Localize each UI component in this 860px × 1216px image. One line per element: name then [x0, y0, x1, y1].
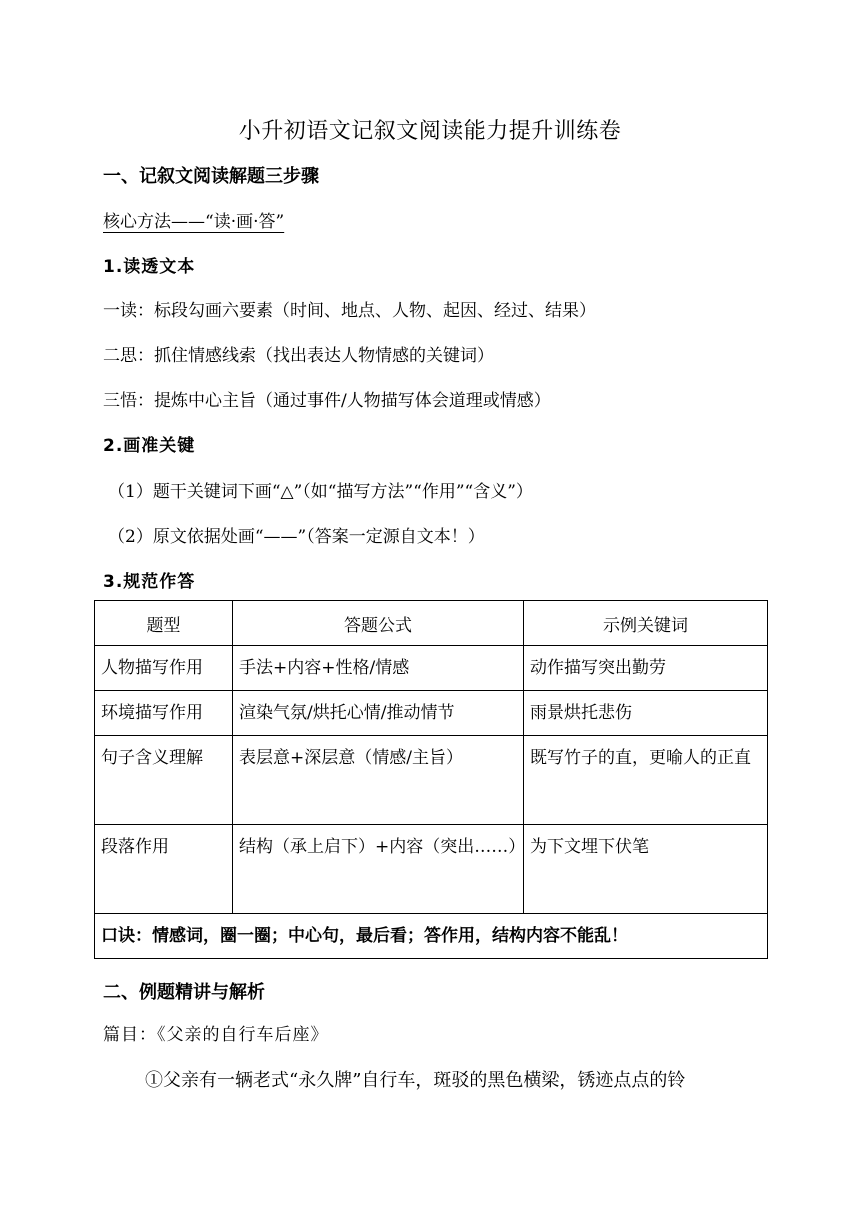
table-cell: 动作描写突出勤劳 — [524, 646, 768, 691]
answer-method-table — [94, 600, 768, 959]
section2-heading: 二、例题精讲与解析 — [103, 982, 265, 1003]
step2-line-2: （2）原文依据处画“——”（答案一定源自文本！） — [108, 527, 485, 547]
step1-heading: 1.读透文本 — [103, 257, 196, 277]
table-cell: 手法+内容+性格/情感 — [233, 646, 524, 691]
table-row — [95, 646, 768, 691]
table-header-cell: 答题公式 — [233, 601, 524, 646]
table-cell: 人物描写作用 — [95, 646, 233, 691]
step1-line-1: 一读：标段勾画六要素（时间、地点、人物、起因、经过、结果） — [103, 301, 596, 321]
table-cell: 段落作用 — [95, 825, 233, 914]
table-cell: 表层意+深层意（情感/主旨） — [233, 736, 524, 825]
table-cell: 结构（承上启下）+内容（突出……） — [233, 825, 524, 914]
section1-heading: 一、记叙文阅读解题三步骤 — [103, 166, 319, 187]
step1-line-2: 二思：抓住情感线索（找出表达人物情感的关键词） — [103, 346, 494, 366]
table-cell: 为下文埋下伏笔 — [524, 825, 768, 914]
table-cell: 句子含义理解 — [95, 736, 233, 825]
step2-heading: 2.画准关键 — [103, 436, 196, 456]
table-row — [95, 825, 768, 914]
table-cell: 环境描写作用 — [95, 691, 233, 736]
table-header-cell: 题型 — [95, 601, 233, 646]
table-cell: 渲染气氛/烘托心情/推动情节 — [233, 691, 524, 736]
table-header-row — [95, 601, 768, 646]
table-header-cell: 示例关键词 — [524, 601, 768, 646]
table-row — [95, 736, 768, 825]
table-cell: 既写竹子的直，更喻人的正直 — [524, 736, 768, 825]
page-title: 小升初语文记叙文阅读能力提升训练卷 — [238, 119, 622, 144]
step3-heading: 3.规范作答 — [103, 572, 196, 592]
table-mnemonic-row — [95, 914, 768, 959]
table-cell: 雨景烘托悲伤 — [524, 691, 768, 736]
step1-line-3: 三悟：提炼中心主旨（通过事件/人物描写体会道理或情感） — [103, 391, 551, 411]
step2-line-1: （1）题干关键词下画“△”（如“描写方法”“作用”“含义”） — [108, 482, 533, 502]
core-method — [103, 207, 284, 232]
core-method-text: 核心方法——“读·画·答” — [103, 212, 285, 232]
article-title: 篇目：《父亲的自行车后座》 — [103, 1025, 329, 1045]
mnemonic-cell: 口诀：情感词，圈一圈；中心句，最后看；答作用，结构内容不能乱！ — [95, 914, 768, 959]
table-row — [95, 691, 768, 736]
article-paragraph-1: ①父亲有一辆老式“永久牌”自行车，斑驳的黑色横梁，锈迹点点的铃 — [145, 1070, 686, 1091]
